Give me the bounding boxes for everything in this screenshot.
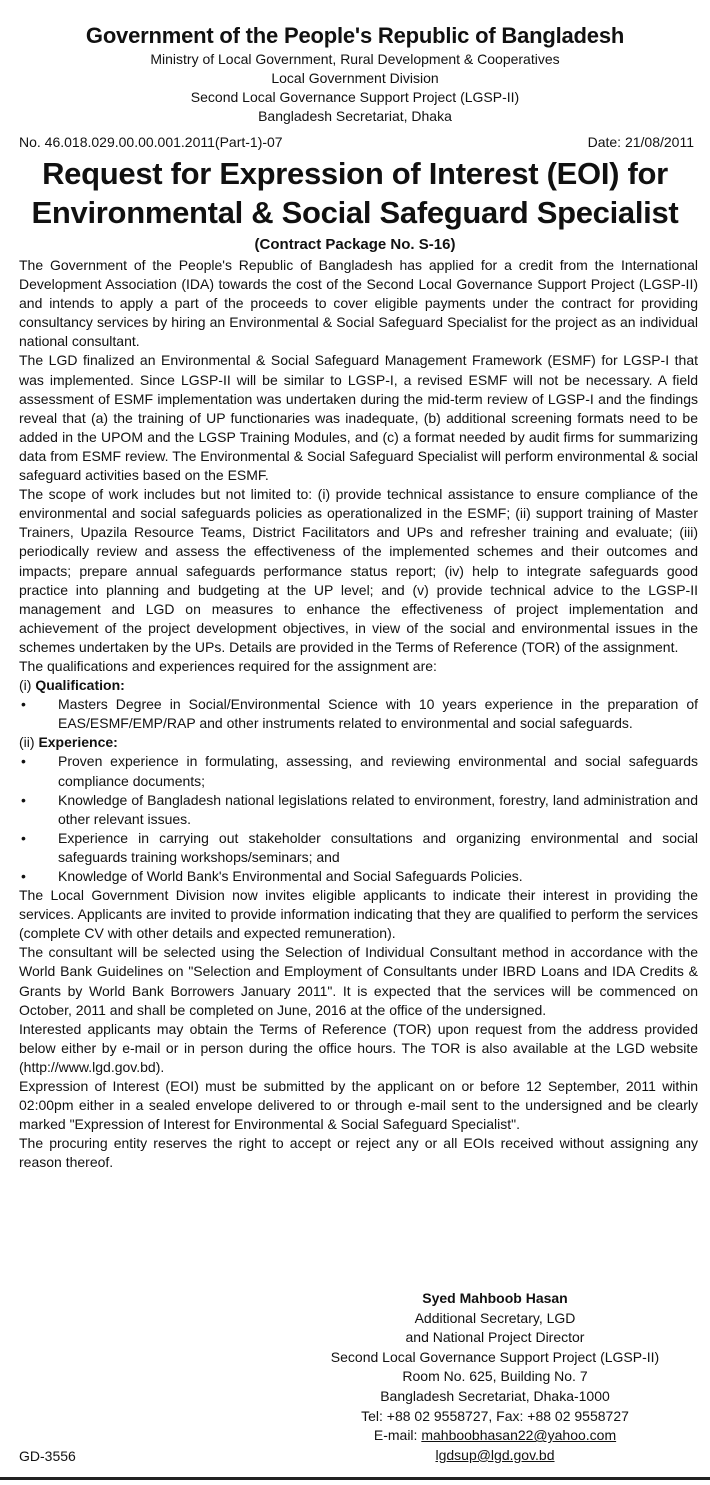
notice-body: [0, 256, 710, 1173]
office-location: Bangladesh Secretariat, Dhaka: [258, 108, 452, 124]
letterhead: [0, 22, 710, 126]
signatory-name: Syed Mahboob Hasan: [422, 1290, 568, 1306]
bullet-icon: •: [21, 829, 26, 846]
experience-number: (ii): [19, 734, 39, 751]
government-name: Government of the People's Republic of Bangladesh: [85, 23, 625, 48]
list-item: [19, 791, 698, 829]
list-item-text: Knowledge of Bangladesh national legislations related to environment, forestry, land administration and other relevant issues.: [58, 791, 698, 827]
signature-block: [0, 1289, 710, 1465]
bullet-icon: •: [21, 868, 26, 884]
list-item: [19, 867, 698, 886]
paragraph-esmf: The LGD finalized an Environmental & Social Safeguard Management Framework (ESMF) for LGSP-I that was implemented. Since LGSP-II will be similar to LGSP-I, a revised ESMF will not be necessary. A field assessment of ESMF implementation was undertaken during the mid-term review of LGSP-I and the findings reveal that (a) the training of UP functionaries was inadequate, (b) additional screening formats need to be added in the UPOM and the LGSP Training Modules, and (c) a format needed by audit firms for summarizing data from ESMF review. The Environmental & Social Safeguard Specialist will perform environmental & social safeguard activities based on the ESMF.: [19, 352, 698, 484]
list-item: [19, 829, 698, 867]
title-line-1: Request for Expression of Interest (EOI) for: [42, 156, 668, 191]
email-link-primary[interactable]: mahboobhasan22@yahoo.com: [421, 1427, 617, 1444]
signatory-role: and National Project Director: [405, 1329, 585, 1346]
list-item-text: Masters Degree in Social/Environmental Science with 10 years experience in the preparation of EAS/ESMF/EMP/RAP and other instruments related to environmental and social safeguards.: [58, 696, 698, 732]
list-item-text: Proven experience in formulating, assessing, and reviewing environmental and social safeguards compliance documents;: [58, 753, 698, 789]
signatory-address: Bangladesh Secretariat, Dhaka-1000: [380, 1387, 610, 1404]
paragraph-invitation: The Local Government Division now invites eligible applicants to indicate their interest in providing the services. Applicants are invited to provide information indicating that they are qualified to perform the services (complete CV with other details and expected remuneration).: [19, 887, 698, 942]
paragraph-scope: The scope of work includes but not limited to: (i) provide technical assistance to ensure compliance of the environmental and social safeguards policies as operationalized in the ESMF; (ii) support training of Master Trainers, Upazila Resource Teams, District Facilitators and UPs and refresher training and evaluate; (iii) periodically review and assess the effectiveness of the implemented schemes and their outcomes and impacts; prepare annual safeguards performance status report; (iv) help to integrate safeguards good practice into planning and budgeting at the UP level; and (v) provide technical advice to the LGSP-II management and LGD on measures to enhance the effectiveness of project implementation and achievement of the project development objectives, in view of the social and environmental issues in the schemes undertaken by the UPs. Details are provided in the Terms of Reference (TOR) of the assignment.: [19, 486, 698, 655]
signatory-room: Room No. 625, Building No. 7: [402, 1368, 588, 1385]
contract-package: (Contract Package No. S-16): [254, 236, 456, 253]
qualification-list: [19, 695, 698, 733]
qualification-number: (i): [19, 677, 36, 694]
signatory-project: Second Local Governance Support Project (LGSP-II): [330, 1348, 660, 1365]
signatory-phone: Tel: +88 02 9558727, Fax: +88 02 9558727: [361, 1407, 629, 1424]
list-item-text: Experience in carrying out stakeholder consultations and organizing environmental and social safeguards training workshops/seminars; and: [58, 829, 698, 865]
experience-label: Experience:: [38, 734, 118, 751]
bullet-icon: •: [21, 696, 26, 713]
email-link-secondary[interactable]: lgdsup@lgd.gov.bd: [435, 1446, 555, 1463]
email-label: E-mail:: [373, 1427, 422, 1444]
notice-title: [0, 154, 710, 232]
bullet-icon: •: [21, 791, 26, 808]
signatory-title: Additional Secretary, LGD: [414, 1309, 576, 1326]
project-name: Second Local Governance Support Project (LGSP-II): [190, 89, 520, 105]
experience-heading: [19, 733, 698, 752]
paragraph-tor: Interested applicants may obtain the Terms of Reference (TOR) upon request from the address provided below either by e-mail or in person during the office hours. The TOR is also available at the LGD website (http://www.lgd.gov.bd).: [19, 1020, 698, 1075]
paragraph-requirements-intro: The qualifications and experiences required for the assignment are:: [19, 657, 437, 674]
paragraph-background: The Government of the People's Republic of Bangladesh has applied for a credit from the International Development Association (IDA) towards the cost of the Second Local Governance Support Project (LGSP-II) and intends to apply a part of the proceeds to cover eligible payments under the contract for providing consultancy services by hiring an Environmental & Social Safeguard Specialist for the project as an individual national consultant.: [19, 257, 698, 350]
list-item: [19, 752, 698, 790]
signatory-email: [0, 1426, 710, 1446]
ministry-name: Ministry of Local Government, Rural Development & Cooperatives: [150, 51, 560, 67]
bottom-rule: [0, 1477, 710, 1480]
list-item: [19, 695, 698, 733]
reference-line: [0, 132, 710, 152]
paragraph-submission: Expression of Interest (EOI) must be submitted by the applicant on or before 12 September, 2011 within 02:00pm either in a sealed envelope delivered to or through e-mail sent to the undersigned and be clearly marked "Expression of Interest for Environmental & Social Safeguard Specialist".: [19, 1078, 698, 1133]
paragraph-selection-method: The consultant will be selected using the Selection of Individual Consultant method in accordance with the World Bank Guidelines on "Selection and Employment of Consultants under IBRD Loans and IDA Credits & Grants by World Bank Borrowers January 2011". It is expected that the services will be commenced on October, 2011 and shall be completed on June, 2016 at the office of the undersigned.: [19, 944, 698, 1018]
signatory-email-secondary: [0, 1446, 710, 1466]
title-line-2: Environmental & Social Safeguard Specialist: [31, 195, 679, 230]
experience-list: [19, 752, 698, 886]
reference-number: No. 46.018.029.00.00.001.2011(Part-1)-07: [19, 134, 283, 150]
qualification-label: Qualification:: [35, 677, 125, 694]
bullet-icon: •: [21, 753, 26, 770]
advert-code: GD-3556: [19, 1448, 76, 1464]
paragraph-reservation: The procuring entity reserves the right to accept or reject any or all EOIs received without assigning any reason thereof.: [19, 1135, 698, 1171]
list-item-text: Knowledge of World Bank's Environmental and Social Safeguards Policies.: [58, 868, 523, 884]
division-name: Local Government Division: [271, 70, 439, 86]
qualification-heading: [19, 676, 698, 695]
notice-date: Date: 21/08/2011: [587, 134, 694, 150]
